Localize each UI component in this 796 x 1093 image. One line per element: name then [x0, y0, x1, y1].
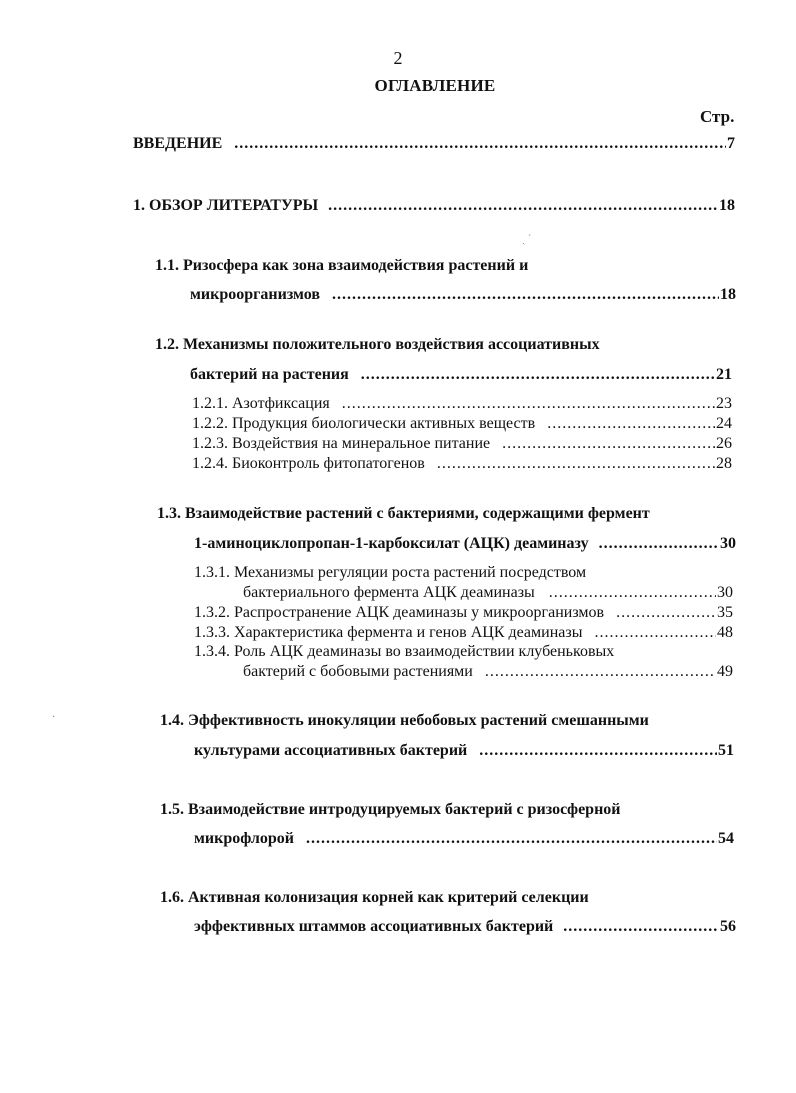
toc-entry-1-6-line1: 1.6. Активная колонизация корней как критерий селекции	[160, 889, 589, 906]
toc-page-number: 30	[717, 584, 733, 601]
toc-entry-title: ВВЕДЕНИЕ	[133, 135, 223, 152]
dot-leader	[306, 830, 717, 848]
toc-page-number: 18	[719, 197, 735, 214]
dot-leader	[547, 415, 715, 433]
toc-entry-1-2-2	[192, 415, 732, 433]
toc-entry-title: эффективных штаммов ассоциативных бактерий	[194, 918, 554, 935]
toc-page-number: 28	[716, 455, 732, 472]
toc-entry-1-3-1	[243, 584, 733, 602]
toc-entry-1-2-1	[192, 395, 732, 413]
toc-entry-1-2	[190, 366, 732, 384]
toc-entry-1-1	[190, 286, 736, 304]
toc-page-number: 49	[717, 663, 733, 680]
toc-entry-1-3-4	[243, 663, 733, 681]
dot-leader	[563, 918, 719, 936]
dot-leader	[594, 624, 716, 642]
toc-page-number: 26	[716, 435, 732, 452]
toc-page-number: 24	[716, 415, 732, 432]
toc-page-number: 21	[716, 366, 732, 383]
toc-entry-title: 1.2.3. Воздействия на минеральное питание	[192, 435, 491, 452]
toc-entry-1-3-2	[194, 604, 733, 622]
toc-entry-intro	[133, 135, 735, 153]
toc-page-number: 23	[716, 395, 732, 412]
toc-page-number: 48	[717, 624, 733, 641]
toc-entry-title: культурами ассоциативных бактерий	[194, 742, 468, 759]
dot-leader	[437, 455, 715, 473]
toc-entry-1-3-line1: 1.3. Взаимодействие растений с бактериями, содержащими фермент	[157, 505, 650, 522]
toc-page-number: 56	[720, 918, 736, 935]
toc-entry-title: 1-аминоциклопропан-1-карбоксилат (АЦК) деаминазу	[194, 535, 589, 552]
dot-leader	[361, 366, 715, 384]
toc-entry-title: 1.2.4. Биоконтроль фитопатогенов	[192, 455, 425, 472]
toc-entry-1-6	[194, 918, 736, 936]
toc-entry-1-5-line1: 1.5. Взаимодействие интродуцируемых бактерий с ризосферной	[160, 801, 621, 818]
dot-leader	[479, 742, 717, 760]
toc-page-number: 30	[720, 535, 736, 552]
dot-leader	[234, 135, 726, 153]
toc-entry-title: 1. ОБЗОР ЛИТЕРАТУРЫ	[133, 197, 319, 214]
toc-entry-1-3-1-line1: 1.3.1. Механизмы регуляции роста растений посредством	[194, 564, 587, 581]
toc-entry-title: бактериального фермента АЦК деаминазы	[243, 584, 535, 601]
toc-page-number: 51	[718, 742, 734, 759]
toc-entry-1-4-line1: 1.4. Эффективность инокуляции небобовых растений смешанными	[160, 712, 649, 729]
toc-entry-title: бактерий с бобовыми растениями	[243, 663, 473, 680]
toc-page-number: 54	[718, 830, 734, 847]
toc-entry-title: 1.3.2. Распространение АЦК деаминазы у микроорганизмов	[194, 604, 605, 621]
toc-entry-1-4	[194, 742, 734, 760]
toc-entry-title: микроорганизмов	[190, 286, 320, 303]
page-column-label: Стр.	[700, 107, 735, 126]
dot-leader	[332, 286, 719, 304]
toc-entry-1-3-3	[194, 624, 733, 642]
dot-leader	[342, 395, 715, 413]
dot-leader	[502, 435, 715, 453]
dot-leader	[549, 584, 716, 602]
toc-entry-1-5	[194, 830, 734, 848]
toc-entry-1-2-4	[192, 455, 732, 473]
page-number: 2	[393, 48, 403, 68]
toc-entry-1-1-line1: 1.1. Ризосфера как зона взаимодействия растений и	[155, 257, 529, 274]
scan-speck: ·	[52, 712, 56, 723]
toc-entry-1-2-3	[192, 435, 732, 453]
scan-speck: ˏ ˊ	[522, 234, 532, 245]
toc-entry-chapter-1	[133, 197, 735, 215]
toc-entry-title: 1.3.3. Характеристика фермента и генов АЦК деаминазы	[194, 624, 583, 641]
dot-leader	[616, 604, 716, 622]
toc-entry-1-3	[194, 535, 736, 553]
dot-leader	[599, 535, 719, 553]
toc-entry-title: 1.2.1. Азотфиксация	[192, 395, 330, 412]
toc-page-number: 7	[727, 135, 735, 152]
toc-entry-1-3-4-line1: 1.3.4. Роль АЦК деаминазы во взаимодействии клубеньковых	[194, 643, 615, 660]
toc-entry-title: 1.2.2. Продукция биологически активных веществ	[192, 415, 536, 432]
page-title: ОГЛАВЛЕНИЕ	[374, 76, 496, 95]
toc-entry-title: микрофлорой	[194, 830, 294, 847]
toc-entry-1-2-line1: 1.2. Механизмы положительного воздействия ассоциативных	[155, 336, 600, 353]
toc-page-number: 18	[720, 286, 736, 303]
dot-leader	[328, 197, 718, 215]
toc-page-number: 35	[717, 604, 733, 621]
dot-leader	[485, 663, 716, 681]
toc-entry-title: бактерий на растения	[190, 366, 349, 383]
